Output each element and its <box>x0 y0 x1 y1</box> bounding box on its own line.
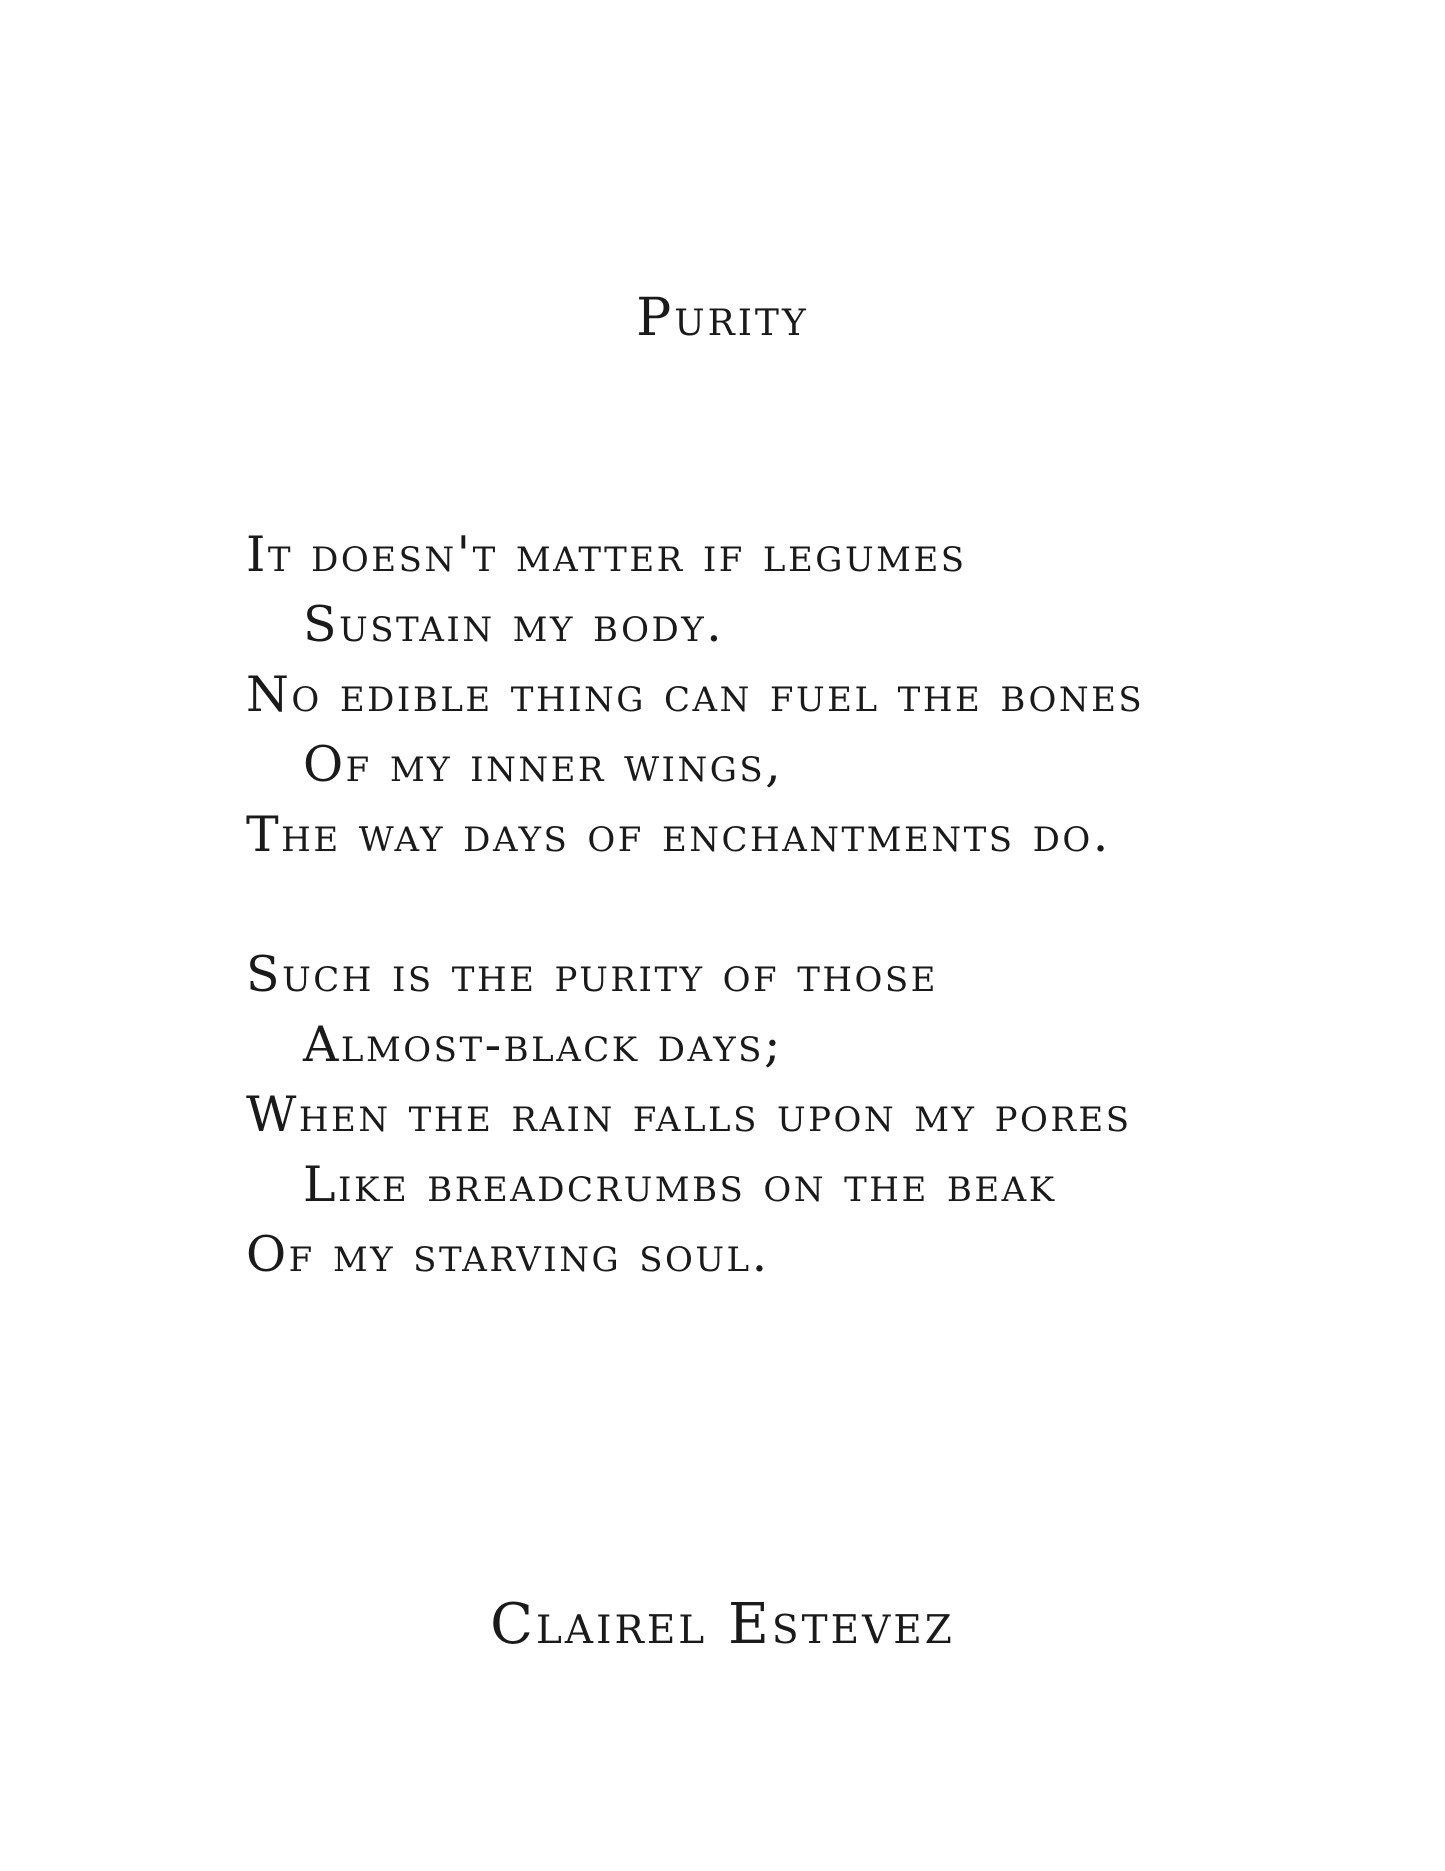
poem-line: No edible thing can fuel the bones <box>246 666 1145 723</box>
stanza-2 <box>246 940 1366 1290</box>
poem-line: Of my starving soul. <box>246 1226 770 1283</box>
author-name: Clairel Estevez <box>490 1592 955 1657</box>
poem-line: Almost-black days; <box>303 1016 783 1073</box>
stanza-1 <box>246 520 1366 870</box>
poem-line: When the rain falls upon my pores <box>246 1086 1132 1143</box>
poem-line: The way days of enchantments do. <box>246 806 1111 863</box>
poem-line: It doesn't matter if legumes <box>246 526 967 583</box>
poem-line: Of my inner wings, <box>303 736 784 793</box>
poem-line: Sustain my body. <box>303 596 725 653</box>
poem-line: Like breadcrumbs on the beak <box>303 1156 1057 1213</box>
poem-line: Such is the purity of those <box>246 946 939 1003</box>
poem-title: Purity <box>636 288 809 348</box>
poem-body <box>246 520 1366 1360</box>
